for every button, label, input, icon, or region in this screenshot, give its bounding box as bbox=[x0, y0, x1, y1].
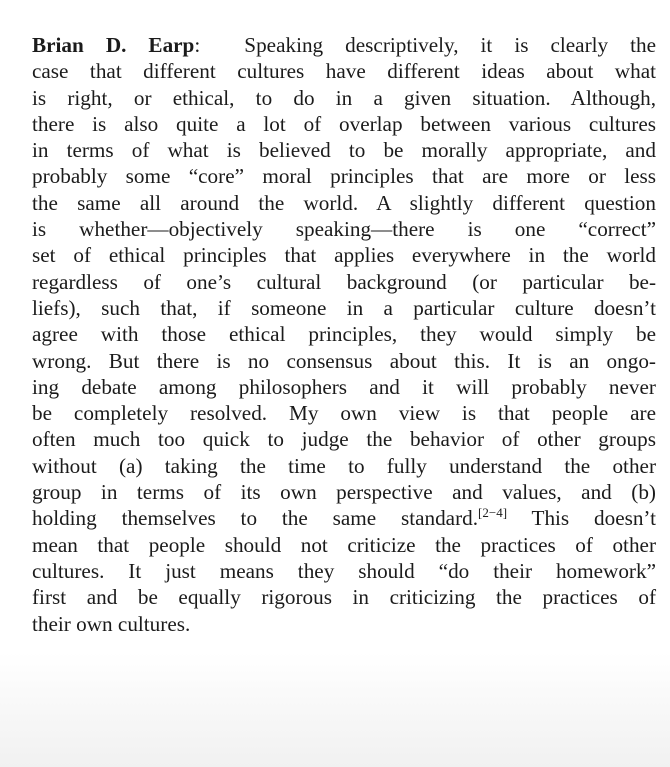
citation-reference[interactable]: [2−4] bbox=[478, 505, 508, 521]
interview-paragraph bbox=[32, 32, 656, 637]
paragraph-line-14: ing debate among philosophers and it will probably never bbox=[32, 374, 656, 399]
paragraph-line-20: mean that people should not criticize the practices of other bbox=[32, 532, 656, 557]
paragraph-line-11: liefs), such that, if someone in a particular culture doesn’t bbox=[32, 295, 656, 320]
paragraph-line-23: their own cultures. bbox=[32, 611, 191, 636]
paragraph-line-10: regardless of one’s cultural background (or particular be- bbox=[32, 269, 656, 294]
paragraph-line-17: without (a) taking the time to fully understand the other bbox=[32, 453, 656, 478]
paragraph-line-21: cultures. It just means they should “do their homework” bbox=[32, 558, 656, 583]
paragraph-line-2: case that different cultures have different ideas about what bbox=[32, 59, 656, 84]
paragraph-line-13: wrong. But there is no consensus about this. It is an ongo- bbox=[32, 348, 656, 373]
paragraph-line-15: be completely resolved. My own view is that people are bbox=[32, 401, 656, 426]
paragraph-line-16: often much too quick to judge the behavior of other groups bbox=[32, 427, 656, 452]
speaker-name: Brian D. Earp bbox=[32, 33, 195, 57]
speaker-colon: : bbox=[194, 33, 201, 57]
paragraph-line-5: in terms of what is believed to be morally appropriate, and bbox=[32, 138, 656, 163]
paragraph-line-4: there is also quite a lot of overlap between various cultures bbox=[32, 111, 656, 136]
paragraph-line-22: first and be equally rigorous in criticizing the practices of bbox=[32, 585, 656, 610]
line-text-1: Speaking descriptively, it is clearly the bbox=[244, 33, 657, 57]
paragraph-line-3: is right, or ethical, to do in a given situation. Although, bbox=[32, 85, 656, 110]
line-text-19a: holding themselves to the same standard. bbox=[32, 506, 479, 531]
paragraph-line-18: group in terms of its own perspective and values, and (b) bbox=[32, 480, 656, 505]
line-text-19b: This doesn’t bbox=[531, 506, 656, 531]
paragraph-line-19 bbox=[32, 505, 656, 531]
paragraph-line-1 bbox=[32, 32, 656, 58]
paragraph-line-6: probably some “core” moral principles that are more or less bbox=[32, 164, 656, 189]
paragraph-line-12: agree with those ethical principles, they would simply be bbox=[32, 322, 656, 347]
paragraph-line-7: the same all around the world. A slightly different question bbox=[32, 190, 656, 215]
paragraph-line-9: set of ethical principles that applies everywhere in the world bbox=[32, 243, 656, 268]
paragraph-line-8: is whether—objectively speaking—there is one “correct” bbox=[32, 217, 656, 242]
